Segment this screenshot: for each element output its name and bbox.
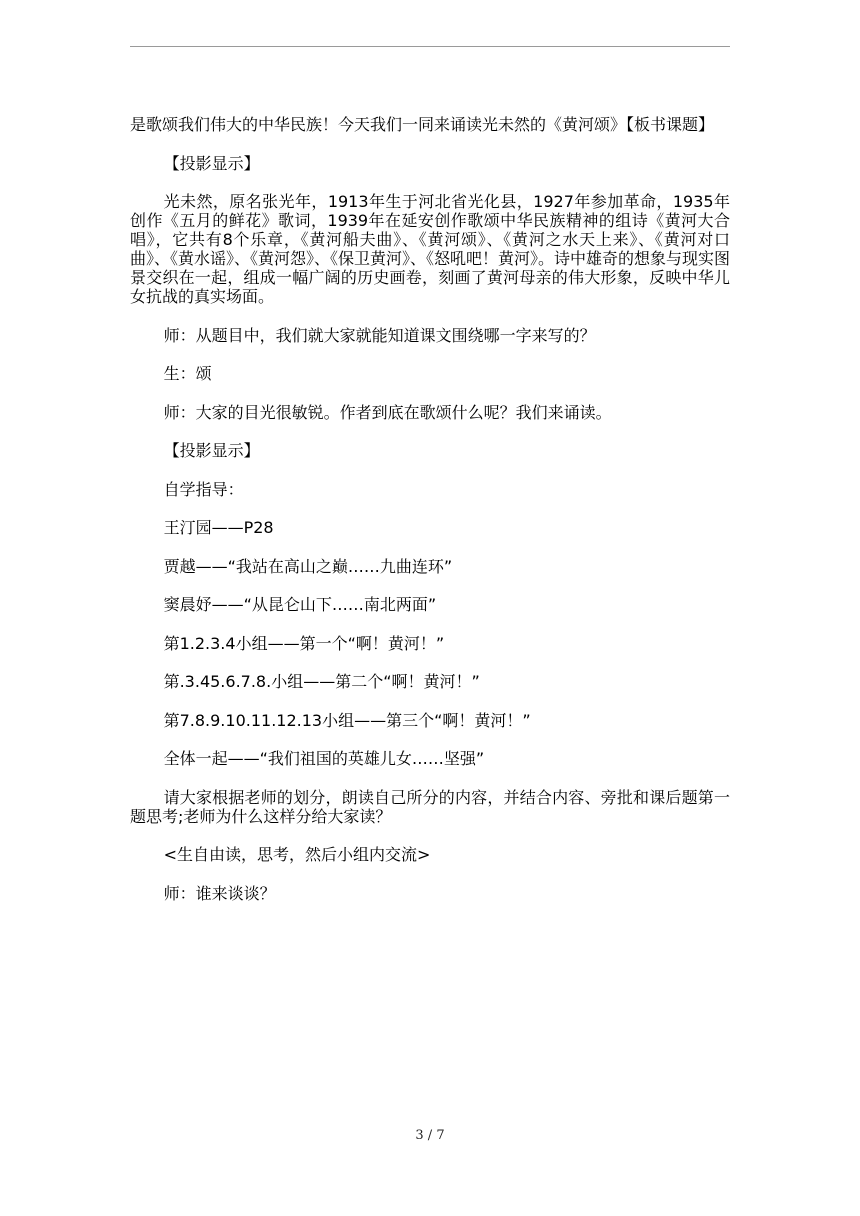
assignment-item: 第7.8.9.10.11.12.13小组——第三个“啊！黄河！” — [163, 710, 531, 730]
paragraph-teacher-response: 师：大家的目光很敏锐。作者到底在歌颂什么呢？我们来诵读。 — [163, 402, 612, 422]
paragraph-student-answer: 生：颂 — [163, 364, 212, 383]
paragraph-author-bio: 光未然，原名张光年，1913年生于河北省光化县，1927年参加革命，1935年创作《五月的鲜花》歌词，1939年在延安创作歌颂中华民族精神的组诗《黄河大合唱》，它共有8个乐章，《黄河船夫曲》、《黄河颂》、《黄河之水天上来》、《黄河对口曲》、《黄水谣》、《黄河怨》、《保卫黄河》、《怒吼吧！黄河》。诗中雄奇的想象与现实图景交织在一起，组成一幅广阔的历史画卷，刻画了黄河母亲的伟大形象，反映中华儿女抗战的真实场面。 — [130, 192, 731, 306]
paragraph-teacher-question: 师：从题目中，我们就大家就能知道课文围绕哪一字来写的？ — [163, 325, 596, 345]
assignment-item: 全体一起——“我们祖国的英雄儿女……坚强” — [163, 749, 485, 768]
paragraph-activity-note: <生自由读，思考，然后小组内交流> — [163, 845, 431, 864]
assignment-item: 窦晨妤——“从昆仑山下……南北两面” — [163, 595, 437, 614]
paragraph-projection-2: 【投影显示】 — [163, 441, 260, 460]
assignment-item: 第.3.45.6.7.8.小组——第二个“啊！黄河！” — [163, 672, 480, 691]
page-number: 3 / 7 — [415, 1128, 445, 1143]
paragraph-teacher-prompt: 师：谁来谈谈？ — [163, 883, 276, 903]
paragraph-projection-1: 【投影显示】 — [163, 153, 260, 173]
document-body — [130, 115, 730, 922]
assignment-item: 贾越——“我站在高山之巅……九曲连环” — [163, 556, 453, 576]
assignment-item: 第1.2.3.4小组——第一个“啊！黄河！” — [163, 633, 445, 653]
paragraph-intro: 是歌颂我们伟大的中华民族！今天我们一同来诵读光未然的《黄河颂》【板书课题】 — [130, 115, 715, 134]
header-rule — [130, 46, 730, 47]
paragraph-instructions: 请大家根据老师的划分，朗读自己所分的内容，并结合内容、旁批和课后题第一题思考;老师为什么这样分给大家读？ — [130, 787, 730, 826]
paragraph-self-study-heading: 自学指导： — [163, 479, 244, 499]
assignment-item: 王汀园——P28 — [163, 518, 274, 537]
